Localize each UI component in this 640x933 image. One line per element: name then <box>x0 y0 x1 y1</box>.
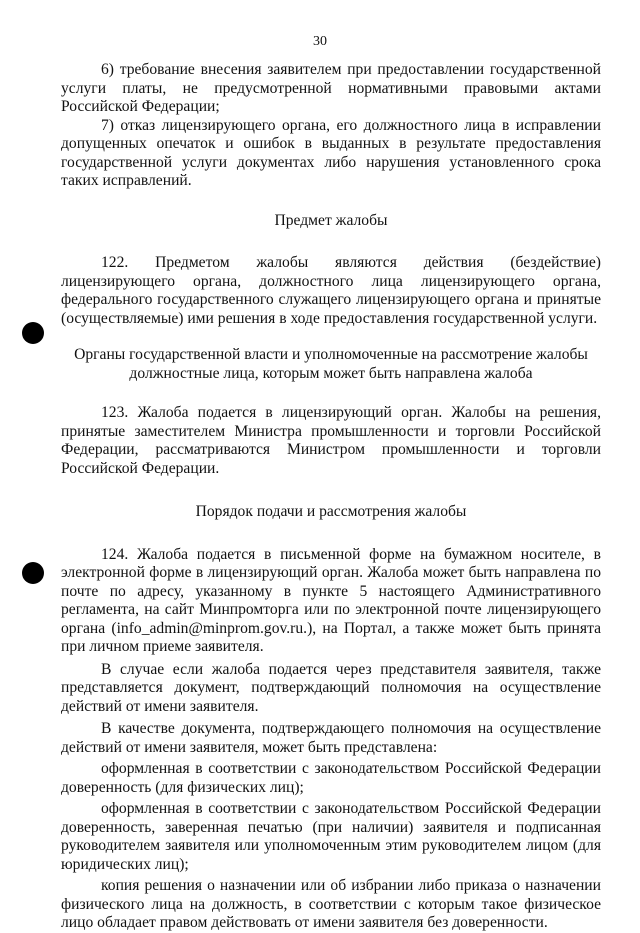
punch-hole-mark <box>22 562 44 584</box>
paragraph-appointment-decision: копия решения о назначении или об избрании либо приказа о назначении физического лица на должность, в соответствии с которым такое физическое лицо обладает правом действовать от имени заявителя без доверенности. <box>61 877 601 931</box>
paragraph-123: 123. Жалоба подается в лицензирующий орган. Жалобы на решения, принятые заместителем Министра промышленности и торговли Российской Федерации, рассматриваются Министром промышленности и торговли Российской Федерации. <box>61 404 601 477</box>
section-heading-authorities-line2: должностные лица, которым может быть направлена жалоба <box>129 364 533 382</box>
paragraph-representative: В случае если жалоба подается через представителя заявителя, также представляется документ, подтверждающий полномочия на осуществление действий от имени заявителя. <box>61 660 601 715</box>
section-heading-procedure: Порядок подачи и рассмотрения жалобы <box>195 503 467 520</box>
paragraph-124: 124. Жалоба подается в письменной форме на бумажном носителе, в электронной форме в лицензирующий орган. Жалоба может быть направлена по почте по адресу, указанному в пункте 5 настоящего Административного регламента, на сайт Минпромторга или по электронной почте лицензирующего органа (info_admin@minprom.gov.ru.), на Портал, а также может быть принята при личном приеме заявителя. <box>61 545 601 655</box>
paragraph-document: В качестве документа, подтверждающего полномочия на осуществление действий от имени заявителя, может быть представлена: <box>61 720 601 756</box>
section-heading-authorities-line1: Органы государственной власти и уполномоченные на рассмотрение жалобы <box>74 346 588 363</box>
paragraph-power-of-attorney-legal-entity: оформленная в соответствии с законодательством Российской Федерации доверенность, заверенная печатью (при наличии) заявителя и подписанная руководителем заявителя или уполномоченным этим руководителем лицом (для юридических лиц); <box>61 800 601 873</box>
paragraph-122: 122. Предметом жалобы являются действия (бездействие) лицензирующего органа, должностного лица лицензирующего органа, федерального государственного служащего лицензирующего органа и принятые (осуществляемые) ими решения в ходе предоставления государственной услуги. <box>61 254 601 327</box>
paragraph-power-of-attorney-individual: оформленная в соответствии с законодательством Российской Федерации доверенность (для физических лиц); <box>61 760 601 796</box>
section-heading-authorities <box>61 346 601 383</box>
paragraph-item-7: 7) отказ лицензирующего органа, его должностного лица в исправлении допущенных опечаток и ошибок в выданных в результате предоставления государственной услуги документах либо нарушения установленного срока таких исправлений. <box>61 116 601 189</box>
page-number: 30 <box>313 34 327 49</box>
paragraph-item-6: 6) требование внесения заявителем при предоставлении государственной услуги платы, не предусмотренной нормативными правовыми актами Российской Федерации; <box>61 61 601 115</box>
document-body <box>61 61 601 933</box>
section-heading-subject: Предмет жалобы <box>274 211 388 229</box>
punch-hole-mark <box>22 322 44 344</box>
